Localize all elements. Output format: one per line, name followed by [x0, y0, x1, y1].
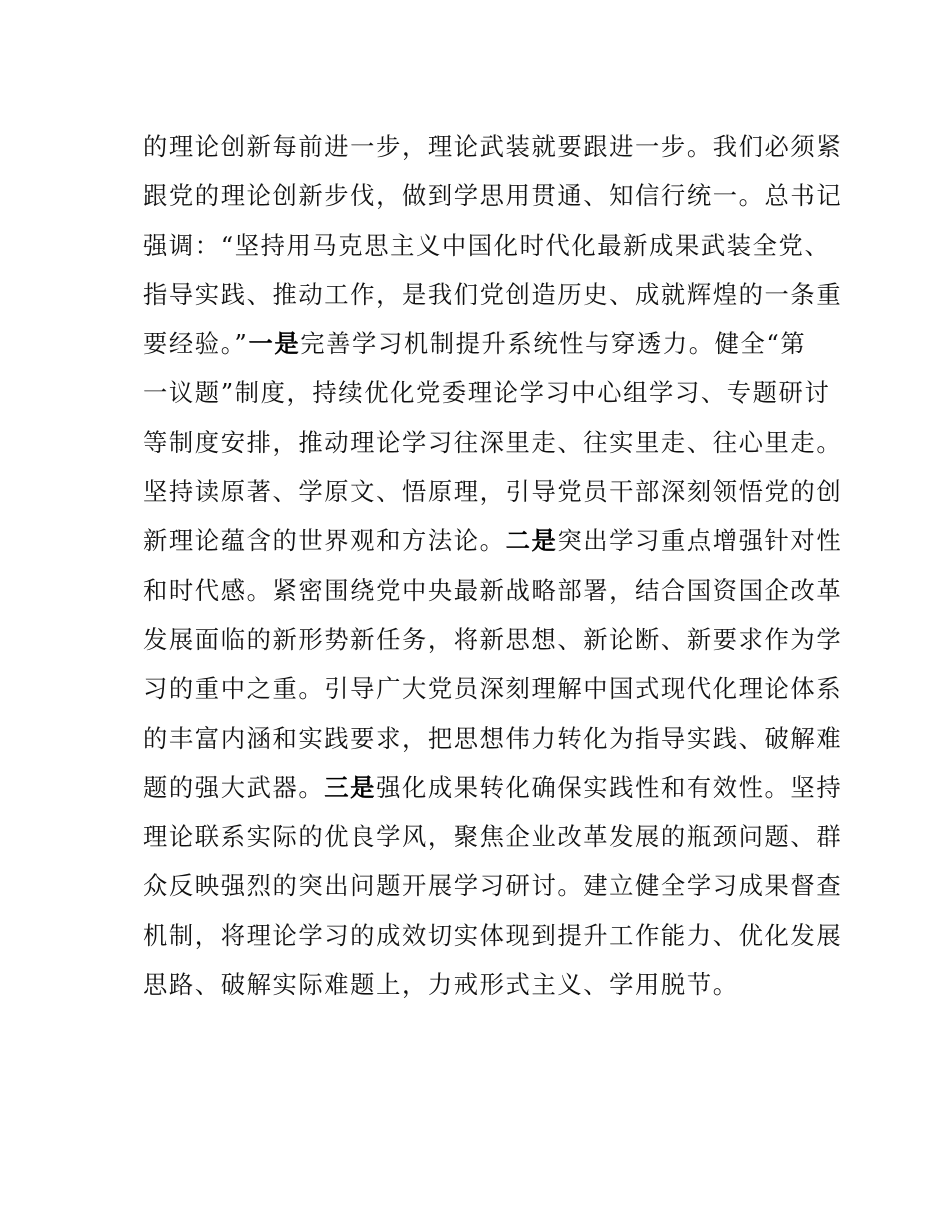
- text-segment: 一议题”制度，持续优化党委理论学习中心组学习、专题研讨: [143, 378, 831, 408]
- text-line: [143, 960, 823, 1009]
- text-segment: 新理论蕴含的世界观和方法论。: [143, 526, 506, 556]
- text-line: [143, 467, 843, 516]
- text-line: [143, 911, 843, 960]
- text-line: [143, 714, 843, 763]
- text-segment: 坚持读原著、学原文、悟原理，引导党员干部深刻领悟党的创: [143, 477, 843, 507]
- body-paragraph: [143, 122, 843, 1009]
- text-segment: 众反映强烈的突出问题开展学习研讨。建立健全学习成果督查: [143, 871, 843, 901]
- text-segment: 和时代感。紧密围绕党中央最新战略部署，结合国资国企改革: [143, 575, 843, 605]
- text-line: [143, 122, 843, 171]
- text-line: [143, 615, 843, 664]
- text-segment: 题的强大武器。: [143, 772, 325, 802]
- text-line: [143, 270, 843, 319]
- text-segment: 突出学习重点增强针对性: [557, 526, 843, 556]
- text-line: [143, 368, 831, 417]
- text-line: [143, 566, 843, 615]
- text-segment: 机制，将理论学习的成效切实体现到提升工作能力、优化发展: [143, 920, 843, 950]
- text-line: [143, 763, 843, 812]
- text-line: [143, 664, 843, 713]
- text-segment: 发展面临的新形势新任务，将新思想、新论断、新要求作为学: [143, 624, 843, 654]
- enumeration-marker: 三是: [324, 772, 377, 802]
- text-segment: 思路、破解实际难题上，力戒形式主义、学用脱节。: [143, 970, 739, 1000]
- text-segment: 强化成果转化确保实践性和有效性。坚持: [376, 772, 843, 802]
- text-line: [143, 861, 843, 910]
- text-segment: 习的重中之重。引导广大党员深刻理解中国式现代化理论体系: [143, 674, 843, 704]
- text-line: [143, 319, 823, 368]
- enumeration-marker: 二是: [505, 526, 558, 556]
- text-line: [143, 516, 843, 565]
- text-segment: 指导实践、推动工作，是我们党创造历史、成就辉煌的一条重: [143, 279, 843, 309]
- text-segment: 完善学习机制提升系统性与穿透力。健全“第: [300, 329, 807, 359]
- text-line: [143, 812, 843, 861]
- text-segment: 要经验。”: [143, 329, 249, 359]
- text-segment: 跟党的理论创新步伐，做到学思用贯通、知信行统一。总书记: [143, 181, 843, 211]
- enumeration-marker: 一是: [248, 329, 301, 359]
- text-line: [143, 171, 843, 220]
- text-segment: 强调：“坚持用马克思主义中国化时代化最新成果武装全党、: [143, 230, 831, 260]
- text-segment: 理论联系实际的优良学风，聚焦企业改革发展的瓶颈问题、群: [143, 822, 843, 852]
- text-segment: 的理论创新每前进一步，理论武装就要跟进一步。我们必须紧: [143, 132, 843, 161]
- text-segment: 等制度安排，推动理论学习往深里走、往实里走、往心里走。: [143, 427, 843, 457]
- text-line: [143, 221, 831, 270]
- text-line: [143, 418, 843, 467]
- text-segment: 的丰富内涵和实践要求，把思想伟力转化为指导实践、破解难: [143, 723, 843, 753]
